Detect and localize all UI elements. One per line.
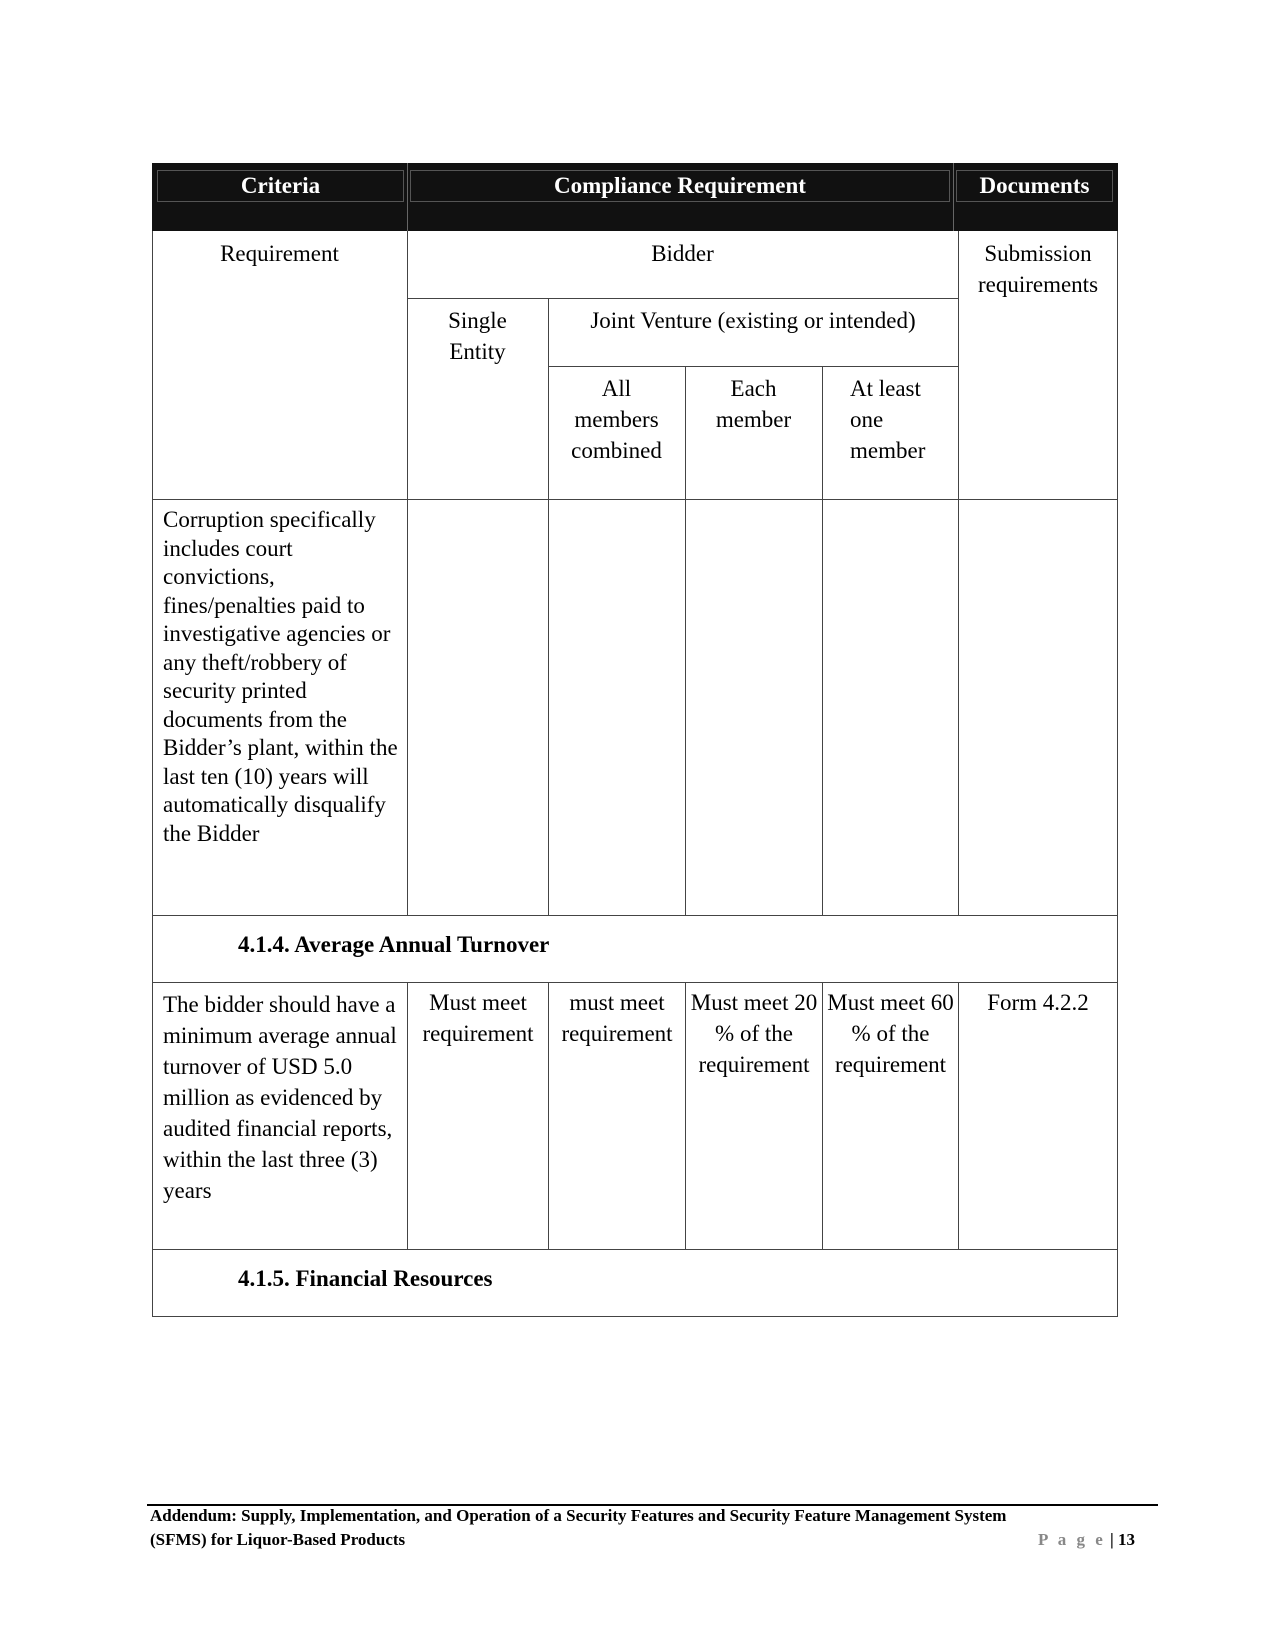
page-label: P a g e xyxy=(1038,1530,1106,1549)
row-line xyxy=(152,915,1118,916)
subheader-all-members: All members combined xyxy=(571,376,662,463)
row-line xyxy=(152,1249,1118,1250)
section-heading-turnover: 4.1.4. Average Annual Turnover xyxy=(238,932,550,957)
subheader-single-entity: Single Entity xyxy=(448,308,507,364)
page-number-value: 13 xyxy=(1118,1530,1135,1549)
row-line xyxy=(407,298,958,299)
table-border-right xyxy=(1117,231,1118,1316)
subheader-at-least-one: At least one member xyxy=(850,376,926,463)
header-documents: Documents xyxy=(956,170,1113,202)
footer-title-line1: Addendum: Supply, Implementation, and Operation of a Security Features and Security Feature Management System xyxy=(150,1506,1007,1525)
turnover-form: Form 4.2.2 xyxy=(987,990,1089,1015)
subheader-joint-venture: Joint Venture (existing or intended) xyxy=(590,308,916,333)
turnover-each-member: Must meet 20 % of the requirement xyxy=(690,990,818,1077)
corruption-criteria-text: Corruption specifically includes court convictions, fines/penalties paid to investigative agencies or any theft/robbery of security printed documents from the Bidder’s plant, within the last ten (10) years will automatically disqualify the Bidder xyxy=(163,507,398,846)
col-line xyxy=(958,231,959,915)
turnover-criteria-text: The bidder should have a minimum average annual turnover of USD 5.0 million as evidenced by audited financial reports, within the last three (3) years xyxy=(163,992,397,1203)
subheader-submission: Submission requirements xyxy=(977,241,1099,297)
footer-title-line2: (SFMS) for Liquor-Based Products xyxy=(150,1530,406,1549)
header-criteria: Criteria xyxy=(157,170,404,202)
row-line xyxy=(152,1316,1118,1317)
row-line xyxy=(152,499,1118,500)
col-line xyxy=(958,982,959,1249)
col-line xyxy=(822,366,823,915)
row-line xyxy=(548,366,958,367)
page-separator: | xyxy=(1110,1530,1114,1549)
page-number xyxy=(1038,1530,1135,1550)
header-compliance: Compliance Requirement xyxy=(410,170,950,202)
turnover-single-entity: Must meet requirement xyxy=(422,990,534,1046)
subheader-bidder: Bidder xyxy=(651,241,714,266)
col-line xyxy=(548,298,549,915)
section-heading-financial: 4.1.5. Financial Resources xyxy=(238,1266,493,1291)
turnover-at-least-one: Must meet 60 % of the requirement xyxy=(827,990,954,1077)
subheader-each-member: Each member xyxy=(715,376,792,432)
col-line xyxy=(685,366,686,915)
header-divider xyxy=(407,163,408,231)
row-line xyxy=(152,982,1118,983)
turnover-all-members: must meet requirement xyxy=(561,990,673,1046)
col-line xyxy=(407,231,408,915)
table-border-left xyxy=(152,231,153,1316)
subheader-requirement: Requirement xyxy=(220,241,339,266)
header-divider xyxy=(953,163,954,231)
